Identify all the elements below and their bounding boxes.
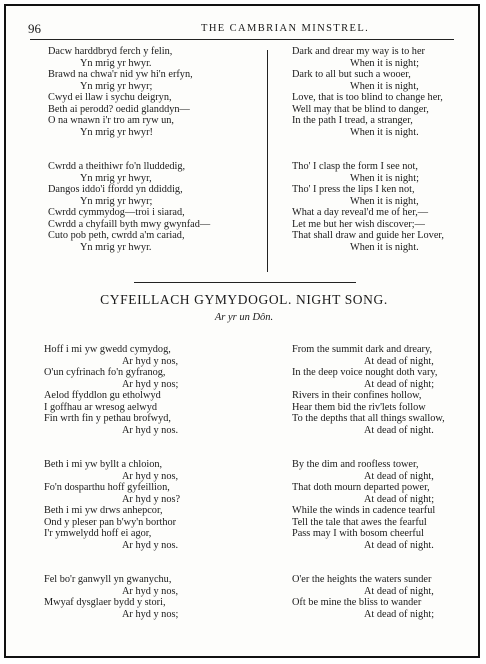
stanza-gap [44,551,180,563]
verse-line: When it is night. [350,241,419,253]
verse-line: Yn mrig yr hwyr. [80,57,152,69]
verse-line: Love, that is too blind to change her, [292,92,443,103]
verse-line: Tho' I clasp the form I see not, [292,161,418,172]
book-page [4,4,480,658]
verse-line: Brawd na chwa'r nid yw hi'n erfyn, [48,69,193,80]
verse-line: At dead of night; [364,378,435,390]
verse-line: Yn mrig yr hwyr. [80,241,152,253]
verse-line: At dead of night; [364,608,435,620]
verse-line: Oft be mine the bliss to wander [292,597,422,608]
top-english-column [292,46,444,253]
verse-line: Dark to all but such a wooer, [292,69,411,80]
verse-line: I goffhau ar wresog aelwyd [44,401,158,413]
verse-line: Yn mrig yr hwyr! [80,126,153,138]
verse-line: Cwyd ei llaw i sychu deigryn, [48,92,172,103]
verse-line: Ar hyd y nos, [122,355,179,367]
verse-line: Ar hyd y nos; [122,608,179,620]
verse-line: In the path I tread, a stranger, [292,115,413,126]
verse-line: When it is night; [350,57,419,69]
verse-line: By the dim and roofless tower, [292,459,419,470]
verse-line: O'un cyfrinach fo'n gyfranog, [44,367,166,378]
verse-line: When it is night, [350,195,419,207]
stanza-gap [44,436,180,448]
verse-line: Cwrdd a chyfaill byth mwy gwynfad— [48,218,211,230]
stanza-gap [292,436,445,448]
verse-line: Yn mrig yr hwyr; [80,195,153,207]
stanza-gap [292,551,445,563]
verse-line: Cuto pob peth, cwrdd a'm cariad, [48,230,185,241]
bottom-english-column [292,344,445,620]
song-title: CYFEILLACH GYMYDOGOL. NIGHT SONG. [100,292,388,307]
verse-line: In the deep voice nought doth vary, [292,367,438,378]
stanza-gap [48,138,210,150]
verse-line: At dead of night. [364,539,434,551]
stanza-gap [44,448,180,460]
verse-line: Ar hyd y nos; [122,378,179,390]
verse-line: Beth ai perodd? oedid glanddyn— [48,103,190,115]
verse-line: Yn mrig yr hwyr; [80,80,153,92]
verse-line: At dead of night; [364,493,435,505]
verse-line: Beth i mi yw byllt a chloion, [44,459,163,470]
verse-line: Fel bo'r ganwyll yn gwanychu, [44,574,172,585]
verse-line: O na wnawn i'r tro am ryw un, [48,115,174,126]
stanza-gap [48,150,210,162]
verse-line: Rivers in their confines hollow, [292,390,422,401]
verse-line: Ar hyd y nos. [122,539,179,551]
verse-line: Let me but her wish discover;— [292,218,425,230]
verse-line: Dacw harddbryd ferch y felin, [48,46,173,57]
verse-line: Ar hyd y nos, [122,585,179,597]
verse-line: Dangos iddo'i ffordd yn ddiddig, [48,184,183,195]
song-subtitle: Ar yr un Dôn. [214,312,274,323]
verse-line: To the depths that all things swallow, [292,413,445,424]
verse-line: At dead of night. [364,424,434,436]
verse-line: When it is night, [350,80,419,92]
verse-line: Hear them bid the riv'lets follow [292,401,426,413]
verse-line: From the summit dark and dreary, [292,344,433,355]
verse-line: O'er the heights the waters sunder [292,574,432,585]
verse-line: Fin wrth fin y pethau brofwyd, [44,413,171,424]
verse-line: At dead of night, [364,470,434,482]
section-rule [134,282,356,283]
verse-line: That shall draw and guide her Lover, [292,230,444,241]
verse-line: At dead of night, [364,585,434,597]
stanza-gap [292,448,445,460]
verse-line: When it is night; [350,172,419,184]
verse-line: Cwrdd cymmydog—troi i siarad, [48,207,185,218]
verse-line: Yn mrig yr hwyr, [80,172,152,184]
verse-line: Mwyaf dysglaer bydd y stori, [44,597,166,608]
verse-line: When it is night. [350,126,419,138]
verse-line: Dark and drear my way is to her [292,46,425,57]
running-title: THE CAMBRIAN MINSTREL. [201,23,370,34]
top-welsh-column [48,46,210,253]
verse-line: Ar hyd y nos? [122,493,181,505]
verse-line: Beth i mi yw drws anhepcor, [44,505,163,516]
stanza-gap [292,150,444,162]
verse-line: Ar hyd y nos, [122,470,179,482]
stanza-gap [44,563,180,575]
verse-line: Hoff i mi yw gwedd cymydog, [44,344,171,355]
verse-line: Ar hyd y nos. [122,424,179,436]
stanza-gap [292,138,444,150]
verse-line: Tell the tale that awes the fearful [292,516,427,528]
verse-line: At dead of night, [364,355,434,367]
verse-line: I'r ymwelydd hoff ei agor, [44,528,152,539]
verse-line: Tho' I press the lips I ken not, [292,184,415,195]
verse-line: Well may that be blind to danger, [292,103,429,115]
verse-line: Fo'n dosparthu hoff gyfeillion, [44,482,170,493]
verse-line: While the winds in cadence tearful [292,505,436,516]
header-rule [30,39,454,40]
verse-line: Aelod ffyddlon gu etholwyd [44,390,161,401]
column-divider [267,50,268,272]
verse-line: That doth mourn departed power, [292,482,430,493]
verse-line: What a day reveal'd me of her,— [292,207,429,218]
verse-line: Cwrdd a theithiwr fo'n lluddedig, [48,161,186,172]
page-number: 96 [28,21,41,36]
verse-line: Pass may I with bosom cheerful [292,528,424,539]
bottom-welsh-column [44,344,180,620]
verse-line: Ond y pleser pan b'wy'n borthor [44,516,177,528]
stanza-gap [292,563,445,575]
